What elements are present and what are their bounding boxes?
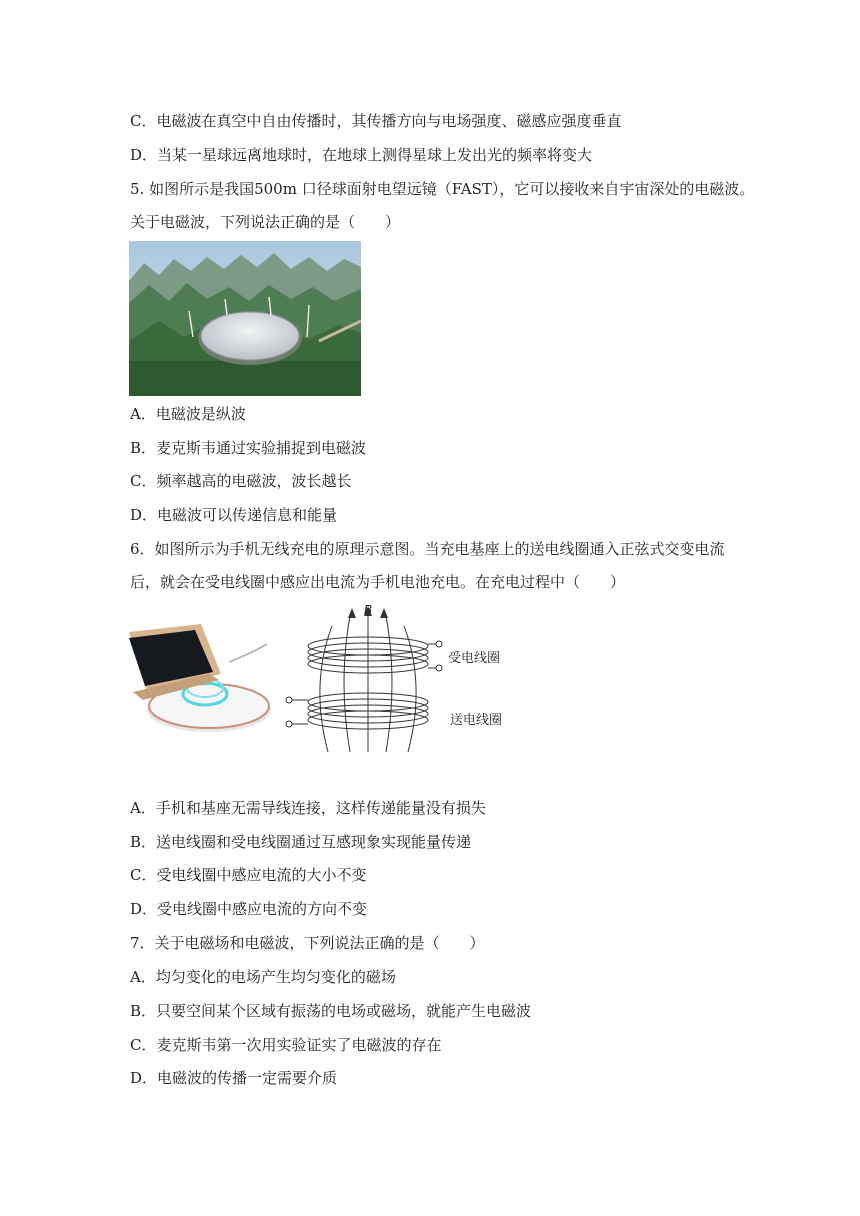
q7-stem: 7．关于电磁场和电磁波，下列说法正确的是（ ） xyxy=(130,934,485,952)
q7-option-a: A．均匀变化的电场产生均匀变化的磁场 xyxy=(130,968,396,986)
send-coil-label: 送电线圈 xyxy=(450,713,503,728)
wireless-charger-photo xyxy=(129,622,271,734)
q5-option-c: C．频率越高的电磁波，波长越长 xyxy=(130,472,352,490)
q6-option-a: A．手机和基座无需导线连接，这样传递能量没有损失 xyxy=(130,799,486,817)
q4-option-d: D．当某一星球远离地球时，在地球上测得星球上发出光的频率将变大 xyxy=(130,146,593,164)
q7-option-d: D．电磁波的传播一定需要介质 xyxy=(130,1069,338,1087)
q7-option-c: C．麦克斯韦第一次用实验证实了电磁波的存在 xyxy=(130,1036,442,1054)
q6-stem-line2: 后，就会在受电线圈中感应出电流为手机电池充电。在充电过程中（ ） xyxy=(130,573,626,591)
q6-option-d: D．受电线圈中感应电流的方向不变 xyxy=(130,900,368,918)
fast-telescope-photo xyxy=(129,241,361,396)
q5-option-b: B．麦克斯韦通过实验捕捉到电磁波 xyxy=(130,439,367,457)
q6-option-c: C．受电线圈中感应电流的大小不变 xyxy=(130,866,367,884)
q6-option-b: B．送电线圈和受电线圈通过互感现象实现能量传递 xyxy=(130,833,472,851)
receive-coil-label: 受电线圈 xyxy=(448,651,501,666)
q7-option-b: B．只要空间某个区域有振荡的电场或磁场，就能产生电磁波 xyxy=(130,1002,532,1020)
q6-stem-line1: 6．如图所示为手机无线充电的原理示意图。当充电基座上的送电线圈通入正弦式交变电流 xyxy=(130,540,725,558)
q5-option-d: D．电磁波可以传递信息和能量 xyxy=(130,506,338,524)
q5-stem-line1: 5. 如图所示是我国500m 口径球面射电望远镜（FAST），它可以接收来自宇宙深处的电磁波。 xyxy=(130,180,755,198)
q4-option-c: C．电磁波在真空中自由传播时，其传播方向与电场强度、磁感应强度垂直 xyxy=(130,112,622,130)
coil-diagram xyxy=(280,602,520,754)
field-label-b: B xyxy=(364,603,373,617)
q5-option-a: A．电磁波是纵波 xyxy=(130,405,246,423)
q5-stem-line2: 关于电磁波，下列说法正确的是（ ） xyxy=(130,213,401,231)
